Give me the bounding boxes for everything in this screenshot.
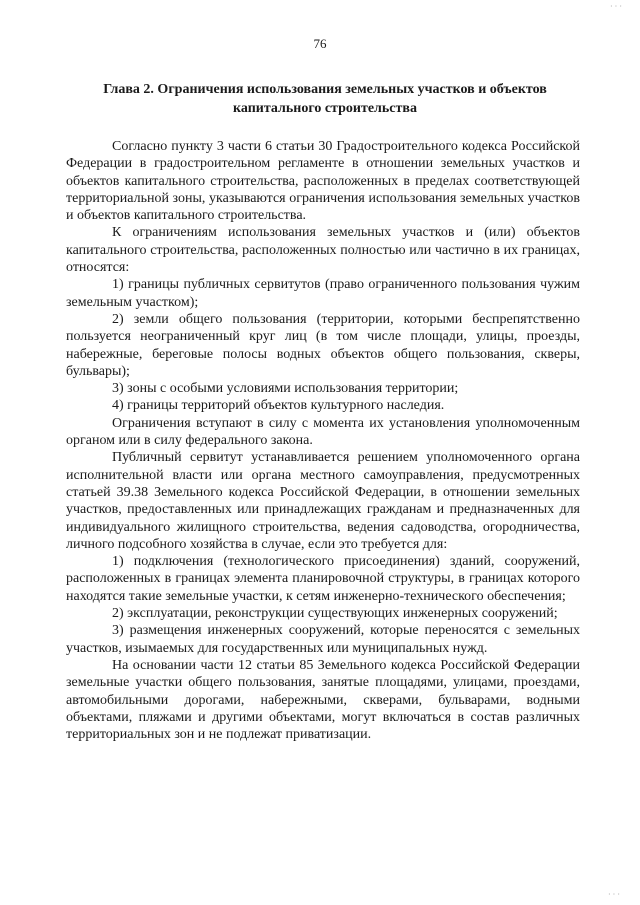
- paragraph: Согласно пункту 3 части 6 статьи 30 Градостроительного кодекса Российской Федерации в градостроительном регламенте в отношении земельных участков и объектов капитального строительства, расположенных в пределах соответствующей территориальной зоны, указываются ограничения использования земельных участков и объектов капитального строительства.: [66, 139, 580, 224]
- chapter-title: Глава 2. Ограничения использования земельных участков и объектов капитального строительства: [103, 82, 547, 116]
- paragraph: К ограничениям использования земельных участков и (или) объектов капитального строительства, расположенных полностью или частично в их границах, относятся:: [66, 225, 580, 276]
- list-item: 1) границы публичных сервитутов (право ограниченного пользования чужим земельным участком);: [66, 277, 580, 310]
- paragraph: Ограничения вступают в силу с момента их установления уполномоченным органом или в силу федерального закона.: [66, 415, 580, 449]
- scan-artifact: · · ·: [608, 890, 620, 899]
- scan-artifact: · · ·: [610, 2, 622, 11]
- list-item: 4) границы территорий объектов культурного наследия.: [112, 398, 445, 414]
- list-item: 3) размещения инженерных сооружений, которые переносятся с земельных участков, изымаемых для государственных или муниципальных нужд.: [66, 623, 580, 656]
- page-number: 76: [313, 36, 327, 51]
- list-item: 2) земли общего пользования (территории, которыми беспрепятственно пользуется неограниченный круг лиц (в том числе площади, улицы, проезды, набережные, береговые полосы водных объектов общего пользования, скверы, бульвары);: [66, 311, 580, 379]
- list-item: 3) зоны с особыми условиями использования территории;: [112, 381, 459, 397]
- document-body: [66, 138, 580, 743]
- paragraph: На основании части 12 статьи 85 Земельного кодекса Российской Федерации земельные участки общего пользования, занятые площадями, улицами, проездами, автомобильными дорогами, набережными, скверами, бульварами, водными объектами, пляжами и другими объектами, могут включаться в состав различных территориальных зон и не подлежат приватизации.: [66, 657, 580, 743]
- paragraph: Публичный сервитут устанавливается решением уполномоченного органа исполнительной власти или органа местного самоуправления, предусмотренных статьей 39.38 Земельного кодекса Российской Федерации, в отношении земельных участков, предоставленных или принадлежащих гражданам и предназначенных для индивидуального жилищного строительства, ведения садоводства, огородничества, личного подсобного хозяйства в случае, если это требуется для:: [66, 450, 580, 552]
- list-item: 1) подключения (технологического присоединения) зданий, сооружений, расположенных в границах элемента планировочной структуры, в границах которого находятся такие земельные участки, к сетям инженерно-технического обеспечения;: [66, 554, 580, 604]
- list-item: 2) эксплуатации, реконструкции существующих инженерных сооружений;: [112, 606, 558, 622]
